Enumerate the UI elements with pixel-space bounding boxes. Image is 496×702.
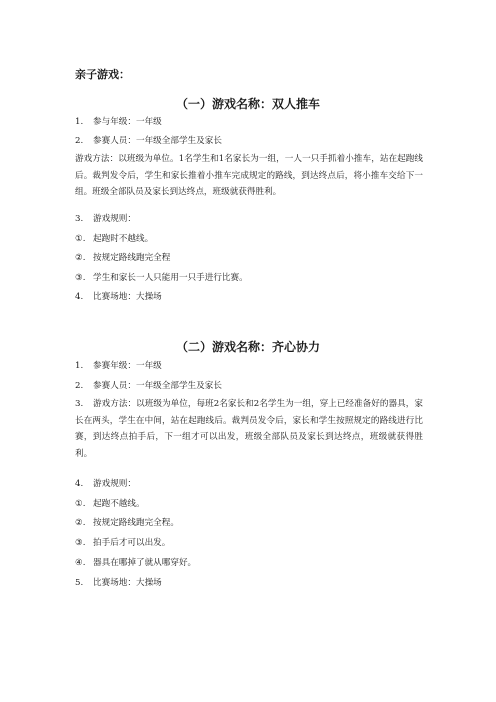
item-text: 参赛人员：一年级全部学生及家长: [93, 136, 222, 146]
item-text: 参赛人员：一年级全部学生及家长: [93, 381, 222, 391]
rule-text: 按规定路线跑完全程: [93, 253, 171, 263]
game-1-rules-heading: [75, 213, 136, 225]
item-text: 游戏方法：以班级为单位，每班2名家长和2名学生为一组，穿上已经准备好的器具，家长在两头，学生在中间，站在起跑线后。裁判员发令后，家长和学生按照规定的路线进行比赛，到达终点拍手后，下一组才可以出发，班级全部队员及家长到达终点，班级就获得胜利。: [75, 399, 423, 459]
game-2-rules-heading: [75, 478, 136, 490]
game-1-venue: [75, 291, 162, 303]
game-1-item-grade: [75, 116, 162, 128]
item-text: 参与年级：一年级: [93, 117, 162, 127]
game-2-rule-3: [75, 537, 170, 549]
item-number: 2.: [75, 381, 84, 391]
rule-text: 器具在哪掉了就从哪穿好。: [93, 558, 197, 568]
item-number: 3.: [75, 214, 84, 224]
game-1-item-participants: [75, 135, 222, 147]
rule-number: ③.: [75, 538, 86, 548]
game-2-method: [75, 396, 423, 462]
rule-number: ②.: [75, 253, 86, 263]
game-1-method: 游戏方法：以班级为单位。1名学生和1名家长为一组，一人一只手抓着小推车，站在起跑线后。裁判发令后，学生和家长推着小推车完成规定的路线，到达终点后，将小推车交给下一组。班级全部队员及家长到达终点，班级就获得胜利。: [75, 154, 423, 197]
game-2-item-participants: [75, 380, 222, 392]
game-1-rule-2: [75, 252, 170, 264]
game-1-rule-1: [75, 233, 153, 245]
document-heading: 亲子游戏：: [75, 68, 130, 81]
game-1-rule-3: [75, 272, 248, 284]
rule-number: ③.: [75, 273, 86, 283]
item-number: 3.: [75, 399, 84, 409]
rule-text: 拍手后才可以出发。: [93, 538, 171, 548]
item-text: 游戏规则：: [93, 479, 136, 489]
rule-number: ②.: [75, 518, 86, 528]
item-number: 1.: [75, 117, 84, 127]
item-number: 2.: [75, 136, 84, 146]
game-2-rule-4: [75, 557, 196, 569]
item-number: 5.: [75, 578, 84, 588]
rule-number: ①.: [75, 499, 86, 509]
game-2-venue: [75, 577, 162, 589]
rule-text: 起跑时不越线。: [93, 234, 154, 244]
item-text: 游戏规则：: [93, 214, 136, 224]
rule-number: ④.: [75, 558, 86, 568]
item-text: 比赛场地：大操场: [93, 292, 162, 302]
game-2-title: （二）游戏名称：齐心协力: [175, 340, 320, 354]
item-text: 参赛年级：一年级: [93, 361, 162, 371]
item-number: 1.: [75, 361, 84, 371]
item-number: 4.: [75, 292, 84, 302]
rule-text: 起跑不越线。: [93, 499, 145, 509]
rule-number: ①.: [75, 234, 86, 244]
game-2-rule-2: [75, 517, 179, 529]
game-2-rule-1: [75, 498, 145, 510]
game-1-title: （一）游戏名称：双人推车: [175, 97, 320, 111]
rule-text: 学生和家长一人只能用一只手进行比赛。: [93, 273, 248, 283]
item-text: 比赛场地：大操场: [93, 578, 162, 588]
item-number: 4.: [75, 479, 84, 489]
rule-text: 按规定路线跑完全程。: [93, 518, 179, 528]
game-2-item-grade: [75, 360, 162, 372]
